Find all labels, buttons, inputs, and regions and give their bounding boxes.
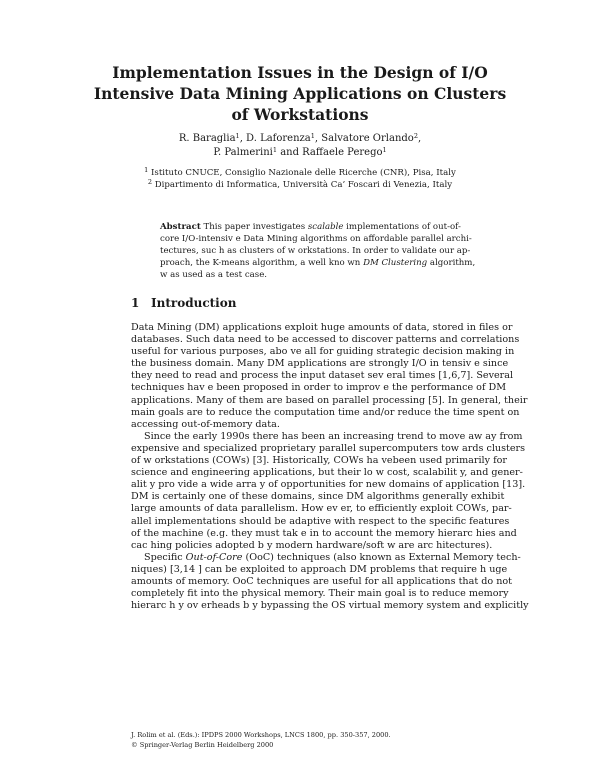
- author-name: , Salvatore Orlando: [314, 133, 414, 144]
- body-emphasis: Out-of-Core: [185, 551, 243, 563]
- affiliation-mark: 1: [235, 132, 240, 140]
- affiliation-text: Istituto CNUCE, Consiglio Nazionale delle Ricerche (CNR), Pisa, Italy: [148, 168, 456, 178]
- body-line: applications. Many of them are based on parallel processing [5]. In general, their: [131, 394, 528, 406]
- body-line: hierarc h y ov erheads b y bypassing the OS virtual memory system and explicitly: [131, 600, 529, 612]
- affiliation-mark: 2: [147, 178, 153, 186]
- body-line: the business domain. Many DM applications are strongly I/O in tensiv e since: [131, 358, 509, 370]
- body-line: DM is certainly one of these domains, since DM algorithms generally exhibit: [131, 491, 505, 503]
- author-line-2: [60, 146, 540, 160]
- paper-title: [60, 62, 540, 125]
- section-number: 1: [131, 296, 140, 310]
- body-line: databases. Such data need to be accessed to discover patterns and correlations: [131, 334, 520, 346]
- body-line: of w orkstations (COWs) [3]. Historically, COWs ha vebeen used primarily for: [131, 455, 507, 467]
- author-name: , D. Laforenza: [239, 133, 311, 144]
- body-line: science and engineering applications, but their lo w cost, scalabilit y, and gener-: [131, 467, 523, 479]
- author-name: and Raffaele Perego: [277, 147, 383, 158]
- author-list: [60, 132, 540, 160]
- body-line: cac hing policies adopted b y modern hardware/soft w are arc hitectures).: [131, 539, 493, 551]
- affiliation-mark: 1: [382, 146, 387, 154]
- affiliation-mark: 1: [272, 146, 278, 154]
- abstract-emphasis: scalable: [307, 222, 344, 232]
- affiliation-2: [60, 179, 540, 191]
- body-line: Since the early 1990s there has been an increasing trend to move aw ay from: [144, 430, 523, 442]
- title-line: Implementation Issues in the Design of I/O: [112, 63, 488, 82]
- body-line: large amounts of data parallelism. How ev er, to efficiently exploit COWs, par-: [131, 503, 512, 515]
- affiliation-text: Dipartimento di Informatica, Università Ca’ Foscari di Venezia, Italy: [152, 180, 453, 190]
- body-line: expensive and specialized proprietary parallel supercomputers tow ards clusters: [131, 442, 526, 454]
- body-line: [131, 551, 521, 564]
- body-line: of the machine (e.g. they must tak e in to account the memory hierarc hies and: [131, 527, 517, 539]
- body-line: Data Mining (DM) applications exploit huge amounts of data, stored in files or: [131, 322, 513, 333]
- citation-line: J. Rolim et al. (Eds.): IPDPS 2000 Workshops, LNCS 1800, pp. 350-357, 2000.: [131, 731, 391, 739]
- affiliation-1: [60, 167, 540, 179]
- affiliation-mark: 1: [144, 166, 149, 174]
- section-title: Introduction: [151, 296, 237, 310]
- abstract-line: tectures, suc h as clusters of w orkstations. In order to validate our ap-: [160, 246, 471, 256]
- body-line: main goals are to reduce the computation time and/or reduce the time spent on: [131, 406, 520, 418]
- body-line: they need to read and process the input dataset sev eral times [1,6,7]. Several: [131, 370, 514, 382]
- section-heading: [131, 296, 236, 310]
- title-line: Intensive Data Mining Applications on Clusters: [93, 84, 507, 103]
- body-line: alit y pro vide a wide arra y of opportunities for new domains of application [13].: [131, 479, 526, 491]
- author-name: P. Palmerini: [213, 147, 273, 158]
- abstract-text: This paper investigates: [200, 222, 308, 232]
- affiliation-mark: 2: [413, 132, 418, 140]
- body-line: niques) [3,14 ] can be exploited to approach DM problems that require h uge: [131, 563, 508, 575]
- abstract-text: proach, the K-means algorithm, a well kno wn: [160, 258, 364, 268]
- body-line: techniques hav e been proposed in order to improv e the performance of DM: [131, 382, 507, 394]
- abstract-line: [160, 221, 461, 233]
- abstract-line: core I/O-intensiv e Data Mining algorithms on affordable parallel archi-: [160, 234, 472, 244]
- copyright-line: © Springer-Verlag Berlin Heidelberg 2000: [131, 740, 274, 749]
- affiliation-mark: 1: [310, 132, 315, 140]
- body-line: amounts of memory. OoC techniques are useful for all applications that do not: [131, 575, 513, 587]
- abstract-label: Abstract: [160, 222, 201, 232]
- body-line: completely fit into the physical memory. Their main goal is to reduce memory: [131, 588, 509, 600]
- page-footer: [131, 731, 391, 750]
- abstract-text: algorithm,: [427, 258, 476, 268]
- affiliations: [60, 167, 540, 191]
- abstract-line: w as used as a test case.: [160, 270, 268, 280]
- body-text: [131, 322, 529, 612]
- body-line: useful for various purposes, abo ve all for guiding strategic decision making in: [131, 346, 515, 358]
- abstract: [160, 221, 476, 281]
- body-line: accessing out-of-memory data.: [131, 418, 280, 430]
- author-name: R. Baraglia: [178, 133, 236, 144]
- body-line: allel implementations should be adaptive with respect to the specific features: [131, 515, 510, 527]
- abstract-line: [160, 257, 476, 269]
- body-text-run: (OoC) techniques (also known as External Memory tech-: [242, 551, 521, 563]
- author-separator: ,: [417, 133, 422, 144]
- body-text-run: Specific: [144, 551, 186, 563]
- abstract-text: implementations of out-of-: [343, 222, 461, 232]
- title-line: of Workstations: [231, 105, 369, 124]
- author-line-1: [60, 132, 540, 146]
- abstract-emphasis: DM Clustering: [363, 258, 428, 268]
